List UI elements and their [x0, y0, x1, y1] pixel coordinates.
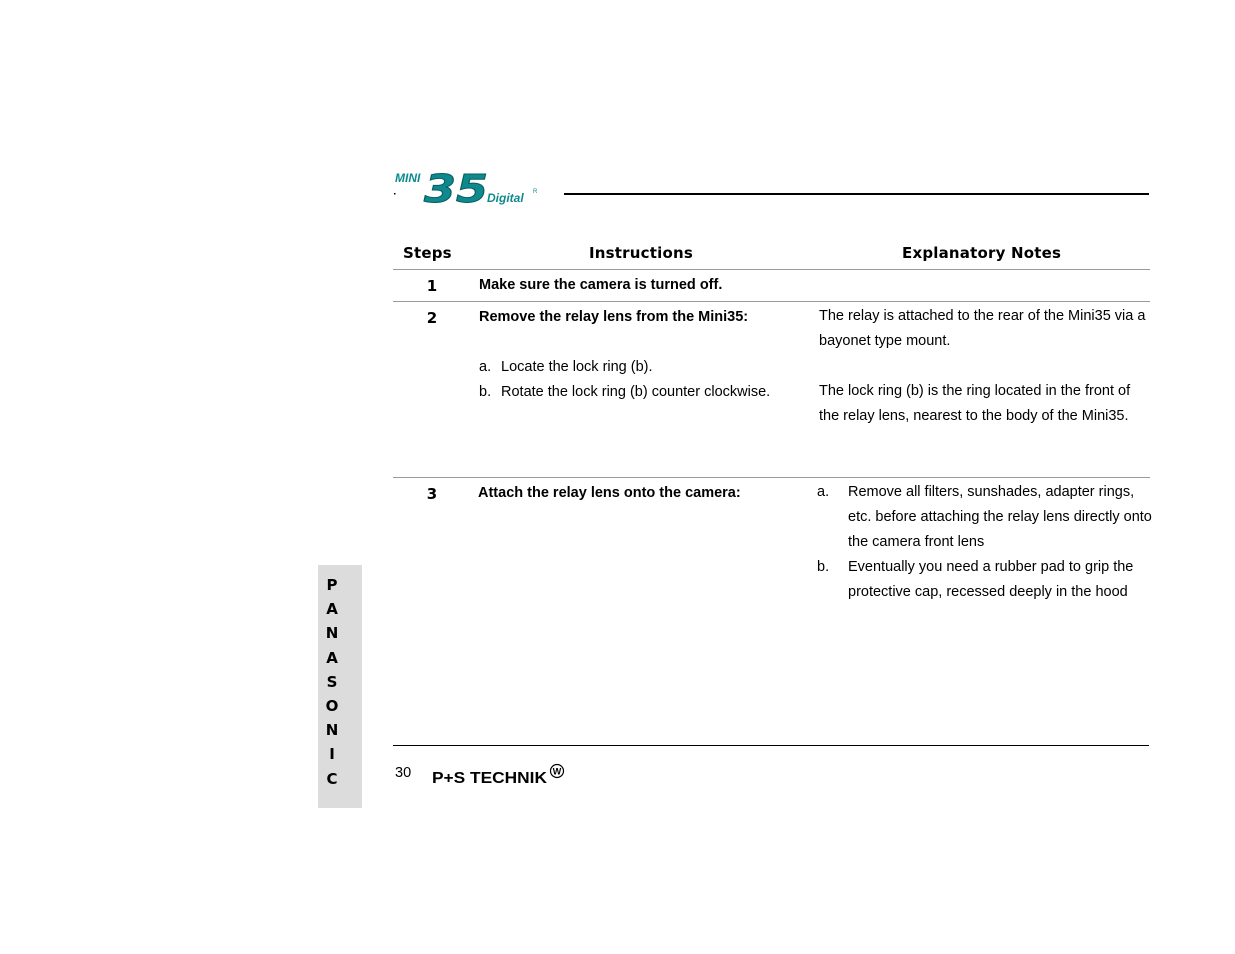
- list-item: [479, 384, 770, 400]
- step-number: 3: [426, 485, 438, 503]
- row-divider: [393, 301, 1150, 302]
- header-explanatory-notes: Explanatory Notes: [902, 244, 1062, 262]
- step-number: 2: [426, 309, 438, 327]
- header-rule: [564, 193, 1149, 195]
- logo-digital-text: Digital: [487, 191, 524, 205]
- side-tab-letter: P: [326, 576, 338, 594]
- page-number: 30: [395, 765, 412, 781]
- footer-rule: [393, 745, 1149, 746]
- header-steps: Steps: [403, 244, 452, 262]
- side-tab-letter: C: [326, 769, 338, 788]
- row-divider: [393, 269, 1150, 270]
- logo-mini-text: MINI: [395, 171, 421, 185]
- instruction-heading: Attach the relay lens onto the camera:: [478, 485, 741, 501]
- mini35-digital-logo: [394, 168, 544, 208]
- brand-text: P+S TECHNIK: [432, 770, 548, 787]
- list-item: [479, 359, 653, 375]
- logo-35-text: 35: [424, 168, 488, 208]
- side-tab-panasonic: [318, 565, 362, 808]
- step-number: 1: [426, 277, 438, 295]
- explanatory-note: The lock ring (b) is the ring located in the front of the relay lens, nearest to the body of the Mini35.: [819, 383, 1131, 424]
- list-marker: a.: [479, 359, 492, 375]
- list-marker: a.: [817, 484, 830, 500]
- side-tab-letter: A: [326, 648, 338, 667]
- notes-list: [817, 480, 1152, 605]
- header-instructions: Instructions: [589, 244, 693, 262]
- list-text: Rotate the lock ring (b) counter clockwise.: [501, 384, 771, 400]
- row-divider: [393, 477, 1150, 478]
- logo-dot: [394, 193, 396, 195]
- list-marker: b.: [817, 559, 830, 575]
- side-tab-letter: O: [325, 696, 339, 715]
- list-item: [817, 480, 1152, 555]
- explanatory-note: The relay is attached to the rear of the Mini35 via a bayonet type mount.: [819, 308, 1146, 349]
- instruction-heading: Make sure the camera is turned off.: [479, 277, 723, 293]
- list-text: Eventually you need a rubber pad to grip the protective cap, recessed deeply in the hood: [848, 559, 1134, 600]
- list-item: [817, 555, 1152, 605]
- ps-technik-logo: [431, 763, 571, 789]
- side-tab-letter: S: [326, 672, 338, 691]
- brand-mark-letter: W: [552, 766, 562, 777]
- list-marker: b.: [479, 384, 492, 400]
- side-tab-letter: I: [329, 745, 335, 764]
- logo-registered-mark: R: [533, 189, 538, 195]
- side-tab-letter: N: [325, 721, 339, 740]
- list-text: Locate the lock ring (b).: [501, 359, 653, 375]
- list-text: Remove all filters, sunshades, adapter rings, etc. before attaching the relay lens directly onto the camera front lens: [848, 484, 1152, 550]
- side-tab-letter: A: [326, 600, 338, 619]
- instruction-heading: Remove the relay lens from the Mini35:: [479, 309, 749, 325]
- side-tab-letter: N: [325, 624, 339, 643]
